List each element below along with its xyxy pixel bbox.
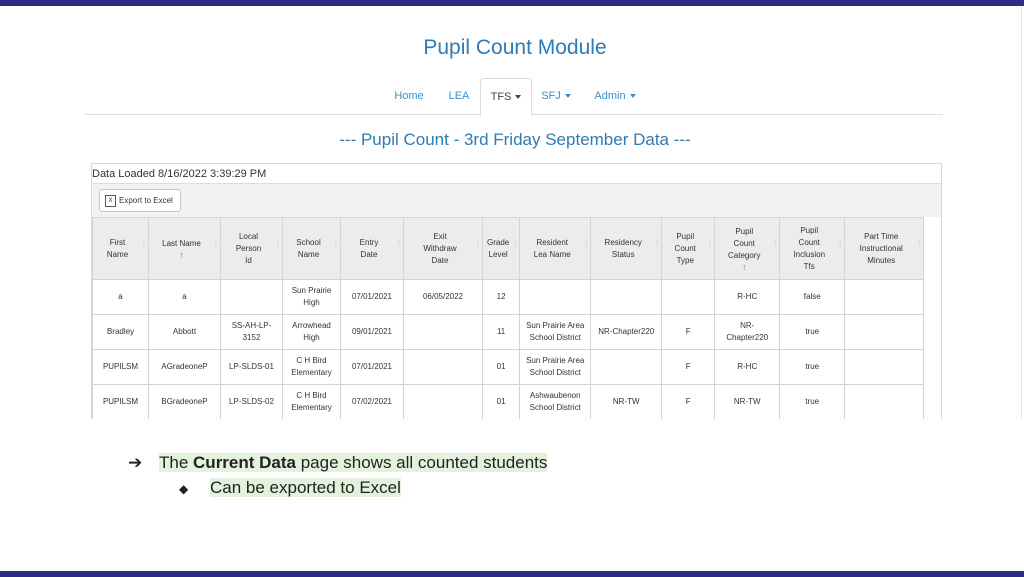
table-cell (221, 280, 283, 315)
cell-text: Arrowhead (292, 321, 331, 330)
header-label: Minutes (867, 255, 896, 265)
column-menu-icon[interactable]: ⁞ (276, 239, 279, 248)
column-header[interactable] (780, 218, 845, 280)
header-label: Status (611, 249, 635, 259)
header-label: Inclusion (793, 249, 826, 259)
bullet-prefix: The (159, 453, 194, 472)
app-title: Pupil Count Module (423, 36, 607, 59)
nav-label: Admin (594, 90, 626, 102)
diamond-icon: ◆ (179, 481, 189, 496)
header-label: Level (488, 249, 508, 259)
cell-text: true (805, 397, 820, 406)
table-cell (845, 350, 924, 385)
table-cell (715, 315, 780, 350)
cell-text: 07/01/2021 (351, 362, 393, 371)
table-cell (662, 385, 715, 420)
header-label: Resident (536, 237, 569, 247)
nav-tfs[interactable] (480, 78, 532, 116)
nav-label: TFS (490, 91, 512, 103)
table-cell (93, 315, 149, 350)
bullet-sub-text: Can be exported to Excel (210, 478, 401, 497)
cell-text: Elementary (291, 368, 332, 377)
cell-text: LP-SLDS-02 (229, 397, 274, 406)
table-cell (780, 315, 845, 350)
cell-text: High (303, 333, 320, 342)
header-label: Residency (604, 237, 642, 247)
cell-text: 01 (496, 362, 506, 371)
header-label: Last Name (162, 238, 201, 248)
bottom-accent-bar (0, 571, 1024, 577)
header-label: Pupil (735, 226, 754, 236)
column-header[interactable] (221, 218, 283, 280)
header-label: Grade (487, 237, 510, 247)
table-cell (283, 280, 341, 315)
column-menu-icon[interactable]: ⁞ (918, 239, 921, 248)
column-menu-icon[interactable]: ⁞ (214, 239, 217, 248)
table-cell (221, 315, 283, 350)
table-cell (715, 385, 780, 420)
cell-text: R-HC (737, 362, 758, 371)
cell-text: false (803, 292, 821, 301)
table-cell (845, 315, 924, 350)
table-cell (662, 280, 715, 315)
cell-text: SS-AH-LP- (231, 321, 272, 330)
header-label: Instructional (859, 243, 903, 253)
nav-label: SFJ (541, 90, 561, 102)
cell-text: School District (529, 403, 581, 412)
data-panel (91, 163, 942, 419)
cell-text: PUPILSM (102, 397, 139, 406)
cell-text: F (685, 327, 691, 336)
column-menu-icon[interactable]: ⁞ (514, 239, 517, 248)
bullet-bold: Current Data (193, 453, 296, 472)
column-header[interactable] (149, 218, 221, 280)
table-cell (341, 385, 404, 420)
table-cell (283, 315, 341, 350)
header-label: Part Time (864, 231, 899, 241)
cell-text: 12 (496, 292, 506, 301)
table-cell (149, 350, 221, 385)
arrow-icon: ➔ (128, 453, 143, 472)
header-label: Lea Name (533, 249, 571, 259)
pupil-table (92, 217, 924, 419)
chevron-down-icon (565, 94, 571, 98)
cell-text: true (805, 327, 820, 336)
column-menu-icon[interactable]: ⁞ (709, 239, 712, 248)
table-cell (520, 315, 591, 350)
table-cell (591, 350, 662, 385)
nav-label: LEA (448, 90, 470, 102)
excel-icon: X (105, 195, 116, 207)
table-cell (591, 280, 662, 315)
cell-text: Ashwaubenon (529, 391, 581, 400)
table-cell (780, 280, 845, 315)
section-title: --- Pupil Count - 3rd Friday September Data --- (339, 130, 691, 149)
nav-admin[interactable] (588, 78, 642, 114)
cell-text: 09/01/2021 (351, 327, 393, 336)
header-label: Local (238, 231, 259, 241)
cell-text: 07/02/2021 (351, 397, 393, 406)
header-label: Name (106, 249, 129, 259)
table-cell (341, 350, 404, 385)
header-label: Date (431, 255, 449, 265)
header-label: Count (798, 237, 820, 247)
table-cell (149, 315, 221, 350)
cell-text: NR-TW (612, 397, 640, 406)
column-menu-icon[interactable]: ⁞ (397, 239, 400, 248)
cell-text: R-HC (737, 292, 758, 301)
column-menu-icon[interactable]: ⁞ (774, 239, 777, 248)
table-row[interactable] (93, 350, 924, 385)
app-screenshot (85, 6, 1024, 418)
table-cell (341, 315, 404, 350)
header-label: Entry (359, 237, 379, 247)
column-menu-icon[interactable]: ⁞ (839, 239, 842, 248)
column-header[interactable] (404, 218, 483, 280)
table-cell (404, 350, 483, 385)
table-cell (591, 315, 662, 350)
table-cell (221, 350, 283, 385)
cell-text: NR-Chapter220 (598, 327, 655, 336)
nav-label: Home (394, 90, 424, 102)
export-to-excel-button[interactable] (99, 189, 181, 212)
table-row[interactable] (93, 315, 924, 350)
sort-asc-icon: ↑ (741, 261, 747, 272)
column-menu-icon[interactable]: ⁞ (656, 239, 659, 248)
cell-text: 11 (496, 327, 506, 336)
table-cell (149, 280, 221, 315)
header-label: First (109, 237, 126, 247)
column-header[interactable] (341, 218, 404, 280)
cell-text: a (118, 292, 123, 301)
cell-text: F (685, 397, 691, 406)
table-cell (93, 350, 149, 385)
cell-text: NR-TW (733, 397, 761, 406)
table-toolbar (92, 183, 941, 217)
chevron-down-icon (515, 95, 521, 99)
cell-text: 3152 (242, 333, 261, 342)
cell-text: Sun Prairie (291, 286, 332, 295)
header-label: Tfs (803, 261, 815, 271)
table-cell (520, 350, 591, 385)
table-cell (404, 385, 483, 420)
header-label: Person (235, 243, 262, 253)
cell-text: C H Bird (296, 356, 327, 365)
table-cell (341, 280, 404, 315)
chevron-down-icon (630, 94, 636, 98)
table-cell (845, 280, 924, 315)
header-label: Type (676, 255, 694, 265)
column-header[interactable] (283, 218, 341, 280)
table-cell (483, 280, 520, 315)
header-label: Withdraw (423, 243, 457, 253)
bullet-suffix: page shows all counted students (296, 453, 548, 472)
table-cell (93, 385, 149, 420)
cell-text: BGradeoneP (161, 397, 208, 406)
table-cell (845, 385, 924, 420)
column-header[interactable] (845, 218, 924, 280)
column-menu-icon[interactable]: ⁞ (585, 239, 588, 248)
table-cell (715, 280, 780, 315)
data-loaded-timestamp: Data Loaded 8/16/2022 3:39:29 PM (92, 168, 267, 180)
table-cell (520, 385, 591, 420)
cell-text: C H Bird (296, 391, 327, 400)
cell-text: Elementary (291, 403, 332, 412)
header-label: Name (297, 249, 320, 259)
table-cell (662, 315, 715, 350)
table-row[interactable] (93, 280, 924, 315)
cell-text: NR- (740, 321, 755, 330)
table-cell (283, 385, 341, 420)
column-header[interactable] (483, 218, 520, 280)
top-nav (85, 78, 943, 115)
cell-text: 06/05/2022 (422, 292, 464, 301)
table-cell (780, 385, 845, 420)
table-cell (662, 350, 715, 385)
cell-text: AGradeoneP (161, 362, 208, 371)
header-label: Exit (433, 231, 447, 241)
nav-sfj[interactable] (535, 78, 577, 114)
table-row[interactable] (93, 385, 924, 420)
header-label: School (296, 237, 321, 247)
cell-text: High (303, 298, 320, 307)
cell-text: 07/01/2021 (351, 292, 393, 301)
cell-text: true (805, 362, 820, 371)
cell-text: PUPILSM (102, 362, 139, 371)
column-header[interactable] (662, 218, 715, 280)
cell-text: School District (529, 368, 581, 377)
header-label: Date (360, 249, 378, 259)
table-cell (93, 280, 149, 315)
table-cell (520, 280, 591, 315)
table-header-row (93, 218, 924, 280)
cell-text: Abbott (172, 327, 197, 336)
header-label: Pupil (676, 231, 695, 241)
header-label: Category (728, 250, 761, 260)
bullet-sub (179, 478, 401, 498)
column-header[interactable] (520, 218, 591, 280)
table-cell (283, 350, 341, 385)
sort-asc-icon: ↑ (179, 249, 184, 260)
cell-text: Bradley (106, 327, 135, 336)
cell-text: LP-SLDS-01 (229, 362, 274, 371)
table-cell (149, 385, 221, 420)
header-label: Count (733, 238, 755, 248)
table-cell (404, 315, 483, 350)
column-menu-icon[interactable]: ⁞ (334, 239, 337, 248)
cell-text: School District (529, 333, 581, 342)
table-cell (483, 385, 520, 420)
screenshot-edge (1021, 6, 1022, 418)
column-menu-icon[interactable]: ⁞ (142, 239, 145, 248)
bullet-main (128, 453, 547, 473)
table-cell (715, 350, 780, 385)
table-cell (591, 385, 662, 420)
table-cell (483, 350, 520, 385)
cell-text: a (182, 292, 187, 301)
cell-text: F (685, 362, 691, 371)
table-cell (221, 385, 283, 420)
table-cell (404, 280, 483, 315)
column-menu-icon[interactable]: ⁞ (476, 239, 479, 248)
header-label: Id (245, 255, 252, 265)
cell-text: Sun Prairie Area (526, 356, 585, 365)
column-header[interactable] (715, 218, 780, 280)
nav-lea[interactable] (436, 78, 482, 114)
cell-text: Sun Prairie Area (526, 321, 585, 330)
column-header[interactable] (591, 218, 662, 280)
cell-text: 01 (496, 397, 506, 406)
nav-home[interactable] (386, 78, 432, 114)
header-label: Pupil (800, 225, 819, 235)
bullet-main-text (159, 453, 547, 472)
cell-text: Chapter220 (726, 333, 769, 342)
header-label: Count (674, 243, 696, 253)
export-label: Export to Excel (119, 196, 173, 205)
table-cell (483, 315, 520, 350)
column-header[interactable] (93, 218, 149, 280)
table-cell (780, 350, 845, 385)
